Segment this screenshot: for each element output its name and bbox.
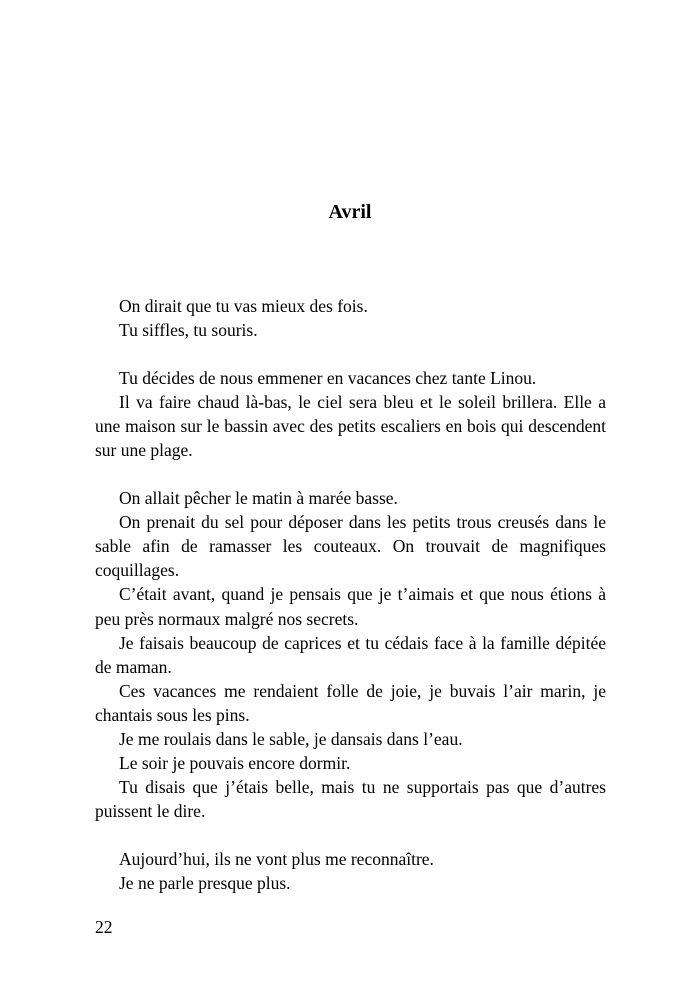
chapter-body [95,294,606,895]
page-number: 22 [95,917,113,937]
paragraph: On allait pêcher le matin à marée basse. [119,488,398,509]
paragraph: Tu décides de nous emmener en vacances chez tante Linou. [119,368,537,389]
paragraph: C’était avant, quand je pensais que je t’aimais et que nous étions à peu près normaux malgré nos secrets. [95,584,606,629]
paragraph: Je me roulais dans le sable, je dansais dans l’eau. [119,728,463,749]
chapter-title: Avril [328,201,372,223]
paragraph: Tu siffles, tu souris. [119,320,258,341]
paragraph: Aujourd’hui, ils ne vont plus me reconnaître. [119,848,434,869]
stanza-break [95,342,606,366]
stanza-break [95,462,606,486]
paragraph: Le soir je pouvais encore dormir. [119,752,351,773]
paragraph: On dirait que tu vas mieux des fois. [119,296,368,316]
paragraph: Je faisais beaucoup de caprices et tu cédais face à la famille dépitée de maman. [95,632,606,677]
paragraph: Il va faire chaud là-bas, le ciel sera bleu et le soleil brillera. Elle a une maison sur le bassin avec des petits escaliers en bois qui descendent sur une plage. [95,392,606,461]
stanza-break [95,823,606,847]
paragraph: Ces vacances me rendaient folle de joie, je buvais l’air marin, je chantais sous les pins. [95,680,606,725]
paragraph: Tu disais que j’étais belle, mais tu ne supportais pas que d’autres puissent le dire. [95,776,606,821]
paragraph: Je ne parle presque plus. [119,872,291,893]
paragraph: On prenait du sel pour déposer dans les petits trous creusés dans le sable afin de ramasser les couteaux. On trouvait de magnifiques coquillages. [95,512,606,581]
